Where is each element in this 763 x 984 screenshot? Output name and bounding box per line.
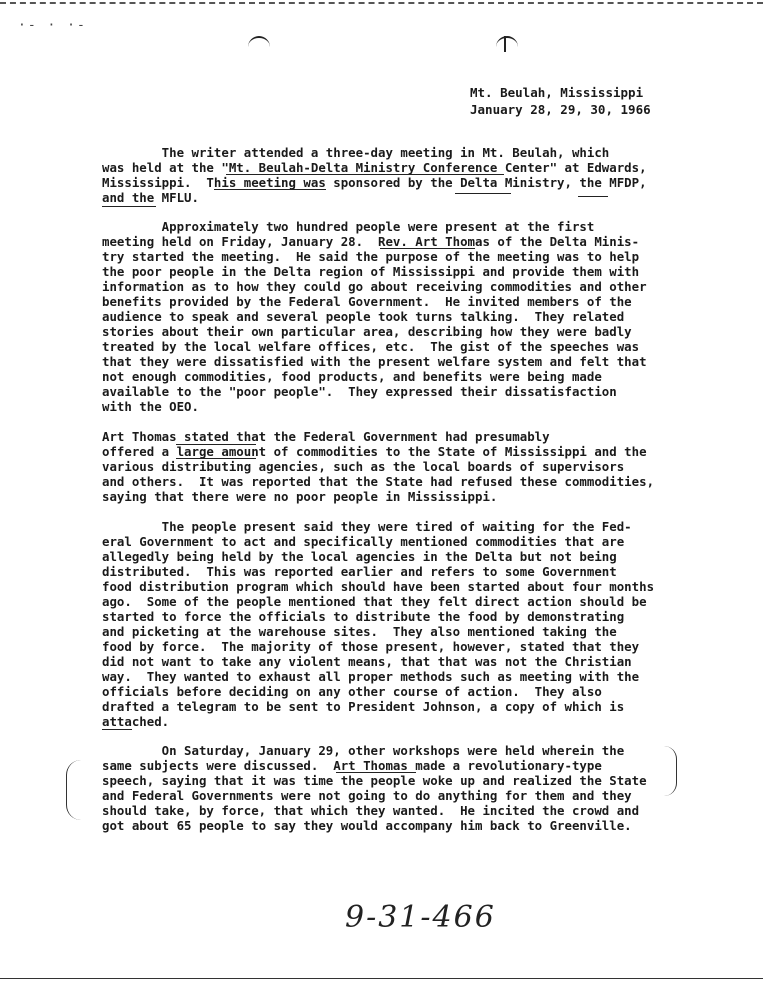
punch-hole-mark <box>248 36 270 50</box>
date-line: January 28, 29, 30, 1966 <box>470 102 651 117</box>
underline-mark <box>380 248 475 249</box>
margin-bracket <box>66 760 81 820</box>
punch-hole-mark <box>496 36 518 50</box>
paragraph-5: On Saturday, January 29, other workshops were held wherein the same subjects were discussed. Art Thomas made a revolutionary-type speech, saying that it was time the people woke up and realized the State and Federal Governments were not going to do anything for them and they should take, by force, that which they wanted. He incited the crowd and got about 65 people to say they would accompany him back to Greenville. <box>102 743 647 833</box>
top-perforation <box>0 2 763 4</box>
underline-mark <box>176 458 256 459</box>
underline-mark <box>226 174 504 175</box>
underline-mark <box>214 189 326 190</box>
underline-mark <box>102 206 156 207</box>
paragraph-4: The people present said they were tired of waiting for the Fed- eral Government to act and specifically mentioned commodities that are allegedly being held by the local agencies in the Delta but not being distributed. This was reported earlier and refers to some Government food distribution program which should have been started about four months ago. Some of the people mentioned that they felt direct action should be started to force the officials to distribute the food by demonstrating and picketing at the warehouse sites. They also mentioned taking the food by force. The majority of those present, however, stated that they did not want to take any violent means, that that was not the Christian way. They wanted to exhaust all proper methods such as meeting with the officials before deciding on any other course of action. They also drafted a telegram to be sent to President Johnson, a copy of which is attached. <box>102 519 655 729</box>
margin-bracket <box>664 746 677 796</box>
paragraph-2: Approximately two hundred people were present at the first meeting held on Friday, January 28. Rev. Art Thomas of the Delta Minis- try started the meeting. He said the purpose of the meeting was to help the poor people in the Delta region of Mississippi and provide them with information as to how they could go about receiving commodities and other benefits provided by the Federal Government. He invited members of the audience to speak and several people took turns talking. They related stories about their own particular area, describing how they were badly treated by the local welfare offices, etc. The gist of the speeches was that they were dissatisfied with the present welfare system and felt that not enough commodities, food products, and benefits were being made available to the "poor people". They expressed their dissatisfaction with the OEO. <box>102 219 647 414</box>
bottom-rule <box>0 978 763 979</box>
paragraph-3: Art Thomas stated that the Federal Government had presumably offered a large amount of commodities to the State of Mississippi and the various distributing agencies, such as the local boards of supervisors and others. It was reported that the State had refused these commodities, saying that there were no poor people in Mississippi. <box>102 429 655 504</box>
underline-mark <box>578 196 608 197</box>
dateline <box>470 84 651 118</box>
paragraph-1: The writer attended a three-day meeting in Mt. Beulah, which was held at the "Mt. Beulah-Delta Ministry Conference Center" at Edwards, Mississippi. This meeting was sponsored by the Delta Ministry, the MFDP, and the MFLU. <box>102 145 647 205</box>
underline-mark <box>102 729 132 730</box>
underline-mark <box>176 444 256 445</box>
location-line: Mt. Beulah, Mississippi <box>470 85 644 100</box>
corner-marks: ·- · ·- <box>18 18 87 33</box>
handwritten-file-number: 9-31-466 <box>345 900 496 935</box>
underline-mark <box>336 772 416 773</box>
underline-mark <box>455 193 511 194</box>
